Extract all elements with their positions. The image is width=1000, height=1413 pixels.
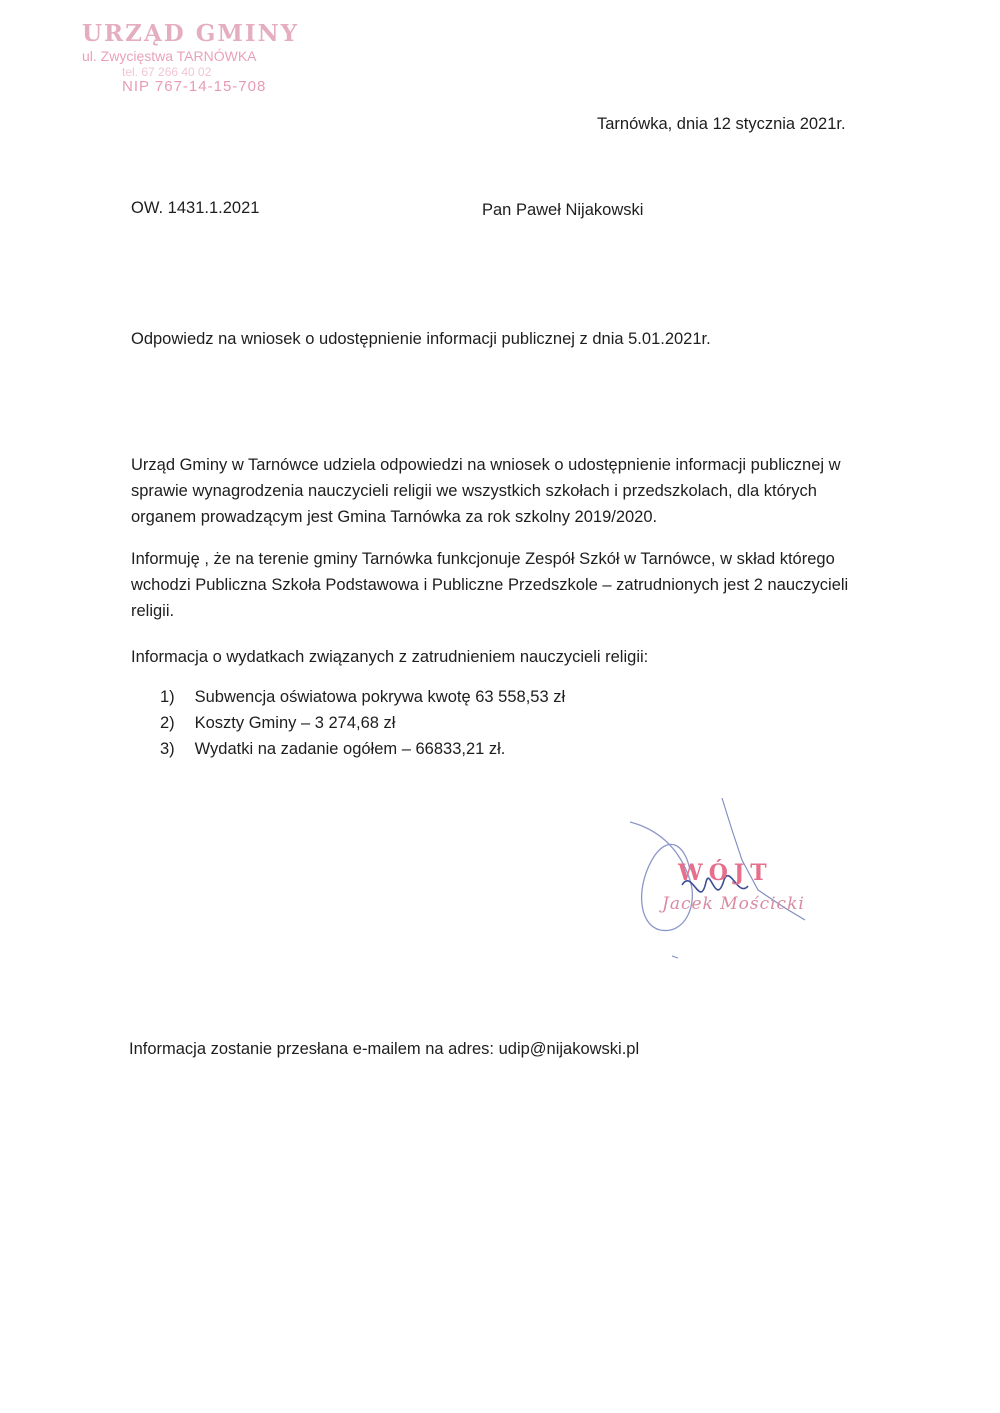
letter-date: Tarnówka, dnia 12 stycznia 2021r.	[597, 115, 846, 133]
stamp-office-name: URZĄD GMINY	[82, 20, 300, 47]
stamp-nip: NIP 767-14-15-708	[122, 78, 267, 95]
list-number: 2)	[160, 714, 175, 732]
signature-block	[620, 790, 820, 970]
office-stamp	[82, 18, 312, 98]
paragraph-line: Urząd Gminy w Tarnówce udziela odpowiedzi na wniosek o udostępnienie informacji publicznej w	[131, 456, 841, 474]
paragraph-expenses	[131, 644, 891, 670]
list-number: 1)	[160, 688, 175, 706]
paragraph-line: Informacja o wydatkach związanych z zatrudnieniem nauczycieli religii:	[131, 648, 649, 666]
paragraph-line: Informuję , że na terenie gminy Tarnówka funkcjonuje Zespół Szkół w Tarnówce, w skład którego	[131, 550, 835, 568]
paragraph-line: wchodzi Publiczna Szkoła Podstawowa i Publiczne Przedszkole – zatrudnionych jest 2 nauczycieli	[131, 576, 849, 594]
signature-name: Jacek Mościcki	[662, 894, 805, 914]
paragraph-line: religii.	[131, 602, 175, 620]
reference-number: OW. 1431.1.2021	[131, 199, 260, 217]
list-item	[160, 684, 565, 710]
addressee: Pan Paweł Nijakowski	[482, 201, 644, 219]
list-text: Subwencja oświatowa pokrywa kwotę 63 558,53 zł	[194, 688, 566, 706]
paragraph-teachers	[131, 546, 891, 624]
list-text: Koszty Gminy – 3 274,68 zł	[194, 714, 396, 732]
expenses-list	[160, 684, 565, 762]
list-item	[160, 736, 565, 762]
stamp-phone: tel. 67 266 40 02	[122, 65, 212, 79]
paragraph-line: organem prowadzącym jest Gmina Tarnówka za rok szkolny 2019/2020.	[131, 508, 658, 526]
list-number: 3)	[160, 740, 175, 758]
letter-subject: Odpowiedz na wniosek o udostępnienie informacji publicznej z dnia 5.01.2021r.	[131, 330, 711, 348]
list-item	[160, 710, 565, 736]
paragraph-line: sprawie wynagrodzenia nauczycieli religii we wszystkich szkołach i przedszkolach, dla których	[131, 482, 817, 500]
signature-title: WÓJT	[678, 860, 773, 886]
paragraph-intro	[131, 452, 891, 530]
stamp-address: ul. Zwycięstwa TARNÓWKA	[82, 48, 257, 64]
delivery-note: Informacja zostanie przesłana e-mailem na adres: udip@nijakowski.pl	[129, 1040, 640, 1058]
list-text: Wydatki na zadanie ogółem – 66833,21 zł.	[194, 740, 506, 758]
